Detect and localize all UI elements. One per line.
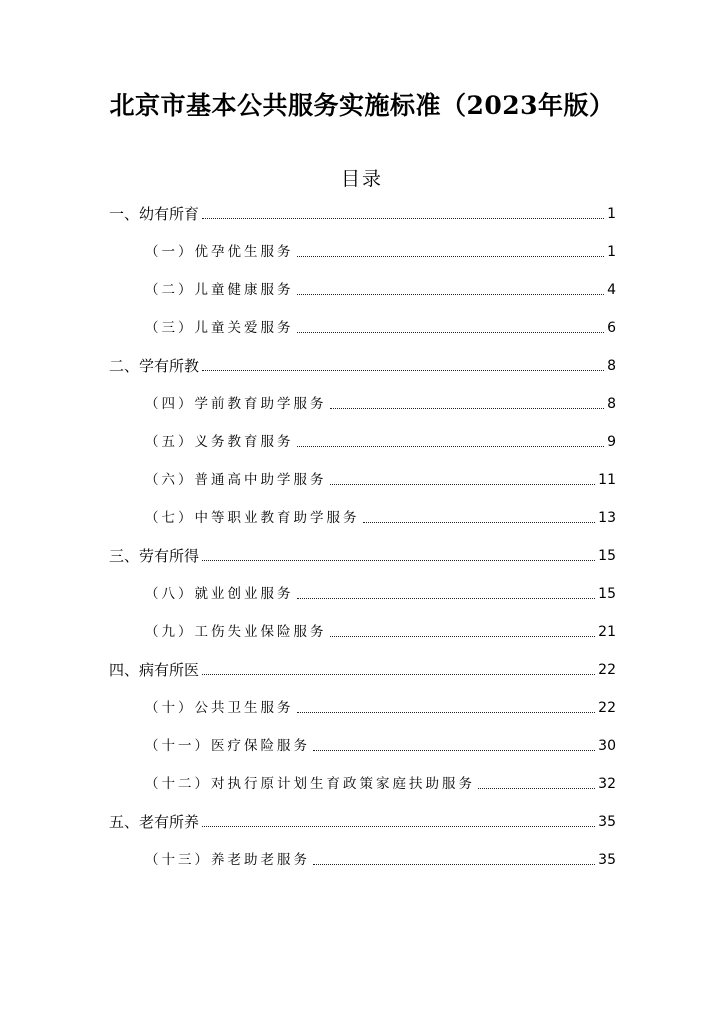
toc-entry[interactable] — [145, 386, 616, 414]
toc-entry-label: （一）优孕优生服务 — [145, 244, 294, 260]
toc-entry-label: 五、老有所养 — [109, 813, 200, 831]
toc-entry-label: 三、劳有所得 — [109, 547, 200, 565]
dot-leader — [330, 408, 605, 409]
dot-leader — [297, 712, 596, 713]
dot-leader — [363, 522, 596, 523]
dot-leader — [313, 864, 595, 865]
toc-entry-label: 二、学有所教 — [109, 357, 200, 375]
toc-entry[interactable] — [145, 842, 616, 870]
toc-entry-page: 8 — [607, 358, 616, 374]
toc-entry-page: 30 — [598, 738, 616, 754]
toc-entry[interactable] — [145, 272, 616, 300]
toc-entry[interactable] — [145, 728, 616, 756]
toc-entry[interactable] — [109, 538, 616, 566]
toc-entry-page: 9 — [607, 434, 616, 450]
toc-entry-page: 35 — [598, 814, 616, 830]
document-title: 北京市基本公共服务实施标准（2023年版） — [109, 91, 615, 120]
toc-entry[interactable] — [145, 614, 616, 642]
toc-entry-label: （七）中等职业教育助学服务 — [145, 510, 360, 526]
toc-entry[interactable] — [109, 348, 616, 376]
toc-entry-page: 35 — [598, 852, 616, 868]
toc-entry-label: （九）工伤失业保险服务 — [145, 624, 327, 640]
toc-entry[interactable] — [145, 576, 616, 604]
toc-entry-page: 4 — [607, 282, 616, 298]
dot-leader — [202, 674, 595, 675]
dot-leader — [202, 370, 604, 371]
toc-entry-page: 32 — [598, 776, 616, 792]
toc-entry-label: （十二）对执行原计划生育政策家庭扶助服务 — [145, 776, 475, 792]
toc-entry-page: 8 — [607, 396, 616, 412]
toc-entry-label: （十一）医疗保险服务 — [145, 738, 310, 754]
toc-entry[interactable] — [145, 500, 616, 528]
toc-entry-page: 1 — [607, 206, 616, 222]
dot-leader — [297, 256, 605, 257]
dot-leader — [297, 446, 605, 447]
toc-entry-page: 22 — [598, 700, 616, 716]
dot-leader — [478, 788, 595, 789]
toc-entry-label: （十）公共卫生服务 — [145, 700, 294, 716]
dot-leader — [297, 598, 596, 599]
toc-entry-page: 1 — [607, 244, 616, 260]
dot-leader — [202, 218, 604, 219]
toc-entry-page: 15 — [598, 586, 616, 602]
toc-entry[interactable] — [145, 424, 616, 452]
dot-leader — [297, 294, 605, 295]
toc-entry[interactable] — [145, 690, 616, 718]
toc-entry[interactable] — [145, 234, 616, 262]
dot-leader — [297, 332, 605, 333]
toc-entry-label: （五）义务教育服务 — [145, 434, 294, 450]
toc-entry-page: 15 — [598, 548, 616, 564]
toc-entry-page: 11 — [598, 472, 616, 488]
toc-entry-label: 四、病有所医 — [109, 661, 200, 679]
toc-entry-label: （二）儿童健康服务 — [145, 282, 294, 298]
toc-entry-label: （四）学前教育助学服务 — [145, 396, 327, 412]
dot-leader — [330, 636, 596, 637]
toc-entry-label: （六）普通高中助学服务 — [145, 472, 327, 488]
toc-entry[interactable] — [145, 766, 616, 794]
toc-entry-page: 21 — [598, 624, 616, 640]
toc-entry-page: 13 — [598, 510, 616, 526]
toc-heading: 目录 — [340, 168, 383, 190]
toc-entry-label: 一、幼有所育 — [109, 205, 200, 223]
toc-entry-page: 6 — [607, 320, 616, 336]
toc-entry[interactable] — [145, 462, 616, 490]
dot-leader — [202, 826, 595, 827]
toc-entry[interactable] — [109, 196, 616, 224]
dot-leader — [330, 484, 596, 485]
toc-entry-label: （三）儿童关爱服务 — [145, 320, 294, 336]
toc-entry[interactable] — [109, 652, 616, 680]
toc-entry[interactable] — [145, 310, 616, 338]
toc-entry-label: （十三）养老助老服务 — [145, 852, 310, 868]
toc-entry-page: 22 — [598, 662, 616, 678]
toc-entry[interactable] — [109, 804, 616, 832]
toc-entry-label: （八）就业创业服务 — [145, 586, 294, 602]
dot-leader — [202, 560, 595, 561]
dot-leader — [313, 750, 595, 751]
